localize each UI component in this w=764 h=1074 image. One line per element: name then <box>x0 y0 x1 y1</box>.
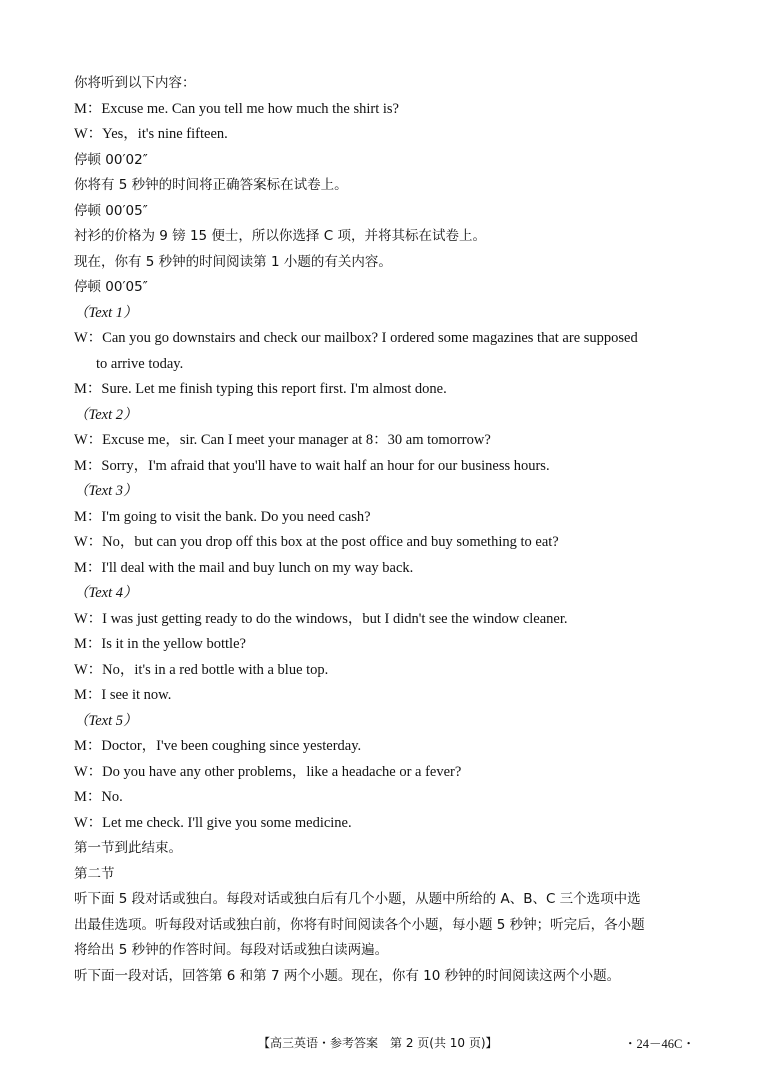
text-line: M：Doctor，I've been coughing since yesterday. <box>74 738 362 754</box>
text-line: （Text 1） <box>74 304 138 321</box>
text-line: 停顿 00′05″ <box>74 279 148 295</box>
text-line: M：Excuse me. Can you tell me how much the shirt is? <box>74 100 399 117</box>
text-line: 停顿 00′05″ <box>74 202 148 219</box>
text-line: 你将有 5 秒钟的时间将正确答案标在试卷上。 <box>74 177 348 193</box>
text-line: 你将听到以下内容： <box>74 75 196 91</box>
text-line: 听下面 5 段对话或独白。每段对话或独白后有几个小题，从题中所给的 A、B、C 三个选项中选 <box>74 891 641 907</box>
text-line: M：Sorry，I'm afraid that you'll have to wait half an hour for our business hours. <box>74 457 550 474</box>
text-line: W：No，but can you drop off this box at the post office and buy something to eat? <box>74 534 559 550</box>
text-line: M：I'm going to visit the bank. Do you need cash? <box>74 508 371 525</box>
text-line: （Text 2） <box>74 406 138 423</box>
text-line: W：No，it's in a red bottle with a blue top. <box>74 661 329 678</box>
text-line: W：Do you have any other problems，like a headache or a fever? <box>74 763 462 780</box>
text-line: W：I was just getting ready to do the windows，but I didn't see the window cleaner. <box>74 610 568 627</box>
text-line: 现在，你有 5 秒钟的时间阅读第 1 小题的有关内容。 <box>74 253 392 270</box>
text-line: 停顿 00′02″ <box>74 151 148 168</box>
text-line: M：I see it now. <box>74 687 172 703</box>
text-line: 将给出 5 秒钟的作答时间。每段对话或独白读两遍。 <box>74 942 389 958</box>
text-line: W：Let me check. I'll give you some medicine. <box>74 814 352 831</box>
text-line: W：Can you go downstairs and check our mailbox? I ordered some magazines that are supposed <box>74 330 638 346</box>
text-line: W：Excuse me，sir. Can I meet your manager at 8：30 am tomorrow? <box>74 432 491 448</box>
text-line: W：Yes，it's nine fifteen. <box>74 126 228 142</box>
text-line: M：I'll deal with the mail and buy lunch on my way back. <box>74 559 414 576</box>
text-line: 第一节到此结束。 <box>74 840 182 856</box>
text-line: M：Is it in the yellow bottle? <box>74 636 246 652</box>
text-line: （Text 4） <box>74 585 138 601</box>
text-line: 衬衫的价格为 9 镑 15 便士，所以你选择 C 项，并将其标在试卷上。 <box>74 228 486 244</box>
footer-page-info: 【高三英语・参考答案 第 2 页(共 10 页)】 <box>258 1036 498 1050</box>
text-line: M：Sure. Let me finish typing this report first. I'm almost done. <box>74 381 447 397</box>
text-line: 第二节 <box>74 865 115 882</box>
text-line: M：No. <box>74 789 123 805</box>
text-line: 听下面一段对话，回答第 6 和第 7 两个小题。现在，你有 10 秒钟的时间阅读这两个小题。 <box>74 967 621 984</box>
text-line: （Text 5） <box>74 712 138 729</box>
text-line: 出最佳选项。听每段对话或独白前，你将有时间阅读各个小题，每小题 5 秒钟；听完后，各小题 <box>74 916 645 933</box>
footer-code: ・24－46C・ <box>624 1037 695 1051</box>
text-line: to arrive today. <box>96 355 184 372</box>
text-line: （Text 3） <box>74 483 138 499</box>
